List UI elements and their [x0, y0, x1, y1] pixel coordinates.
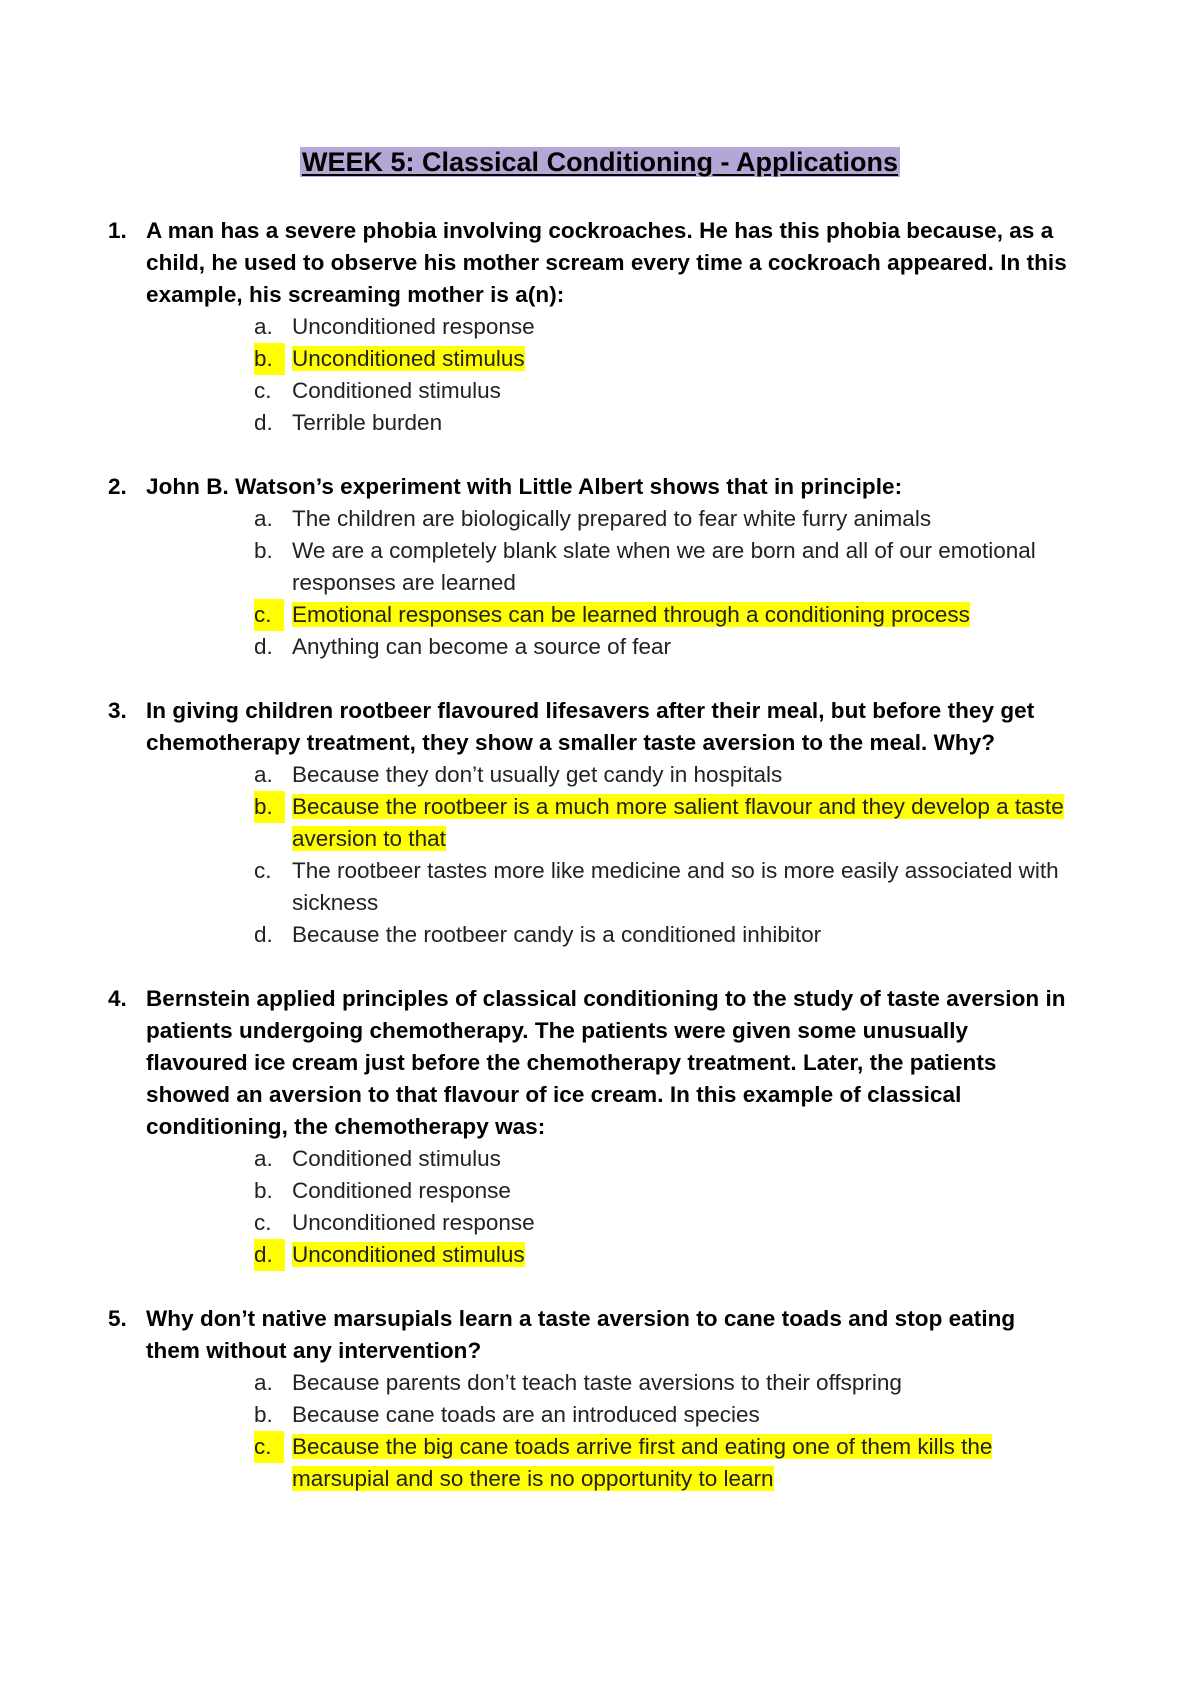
option-text: The children are biologically prepared to fear white furry animals: [292, 506, 932, 531]
option-letter: c.: [254, 378, 272, 403]
question-text: John B. Watson’s experiment with Little Albert shows that in principle:: [146, 474, 903, 499]
option-text: Because cane toads are an introduced species: [292, 1402, 760, 1427]
answer-options: [108, 759, 1068, 951]
answer-option: [108, 311, 1068, 343]
option-letter: d.: [254, 922, 273, 947]
option-text: Unconditioned response: [292, 314, 535, 339]
option-text: Unconditioned stimulus: [292, 1242, 525, 1267]
question-text: In giving children rootbeer flavoured lifesavers after their meal, but before they get chemotherapy treatment, they show a smaller taste aversion to the meal. Why?: [146, 698, 1035, 755]
option-text: Conditioned response: [292, 1178, 511, 1203]
option-text: Because the rootbeer is a much more salient flavour and they develop a taste aversion to that: [292, 794, 1064, 851]
option-letter: d.: [254, 1239, 285, 1271]
page-title-text: WEEK 5: Classical Conditioning - Applications: [301, 147, 899, 177]
option-letter: a.: [254, 762, 273, 787]
option-letter: c.: [254, 1210, 272, 1235]
answer-option: [108, 1367, 1068, 1399]
option-letter: c.: [254, 858, 272, 883]
question-item: [108, 695, 1068, 951]
page-title: [0, 145, 1200, 179]
option-letter: c.: [254, 599, 284, 631]
question-number: 4.: [108, 986, 127, 1011]
option-letter: a.: [254, 314, 273, 339]
answer-options: [108, 1367, 1068, 1495]
answer-option-highlighted: [108, 791, 1068, 855]
answer-option: [108, 759, 1068, 791]
answer-option-highlighted: [108, 1431, 1068, 1495]
question-number: 3.: [108, 698, 127, 723]
option-letter: a.: [254, 1370, 273, 1395]
option-text: Because the rootbeer candy is a conditioned inhibitor: [292, 922, 822, 947]
answer-option: [108, 535, 1068, 599]
question-item: [108, 471, 1068, 663]
answer-options: [108, 503, 1068, 663]
answer-option: [108, 407, 1068, 439]
question-number: 5.: [108, 1306, 127, 1331]
question-list: [108, 215, 1068, 1527]
option-text: Because the big cane toads arrive first and eating one of them kills the marsupial and so there is no opportunity to learn: [292, 1434, 993, 1491]
answer-option: [108, 855, 1068, 919]
option-text: Terrible burden: [292, 410, 443, 435]
option-letter: b.: [254, 343, 285, 375]
answer-option: [108, 1399, 1068, 1431]
option-letter: c.: [254, 1431, 284, 1463]
option-text: Emotional responses can be learned through a conditioning process: [292, 602, 970, 627]
option-text: Anything can become a source of fear: [292, 634, 671, 659]
answer-option: [108, 631, 1068, 663]
option-letter: b.: [254, 791, 285, 823]
option-text: Because parents don’t teach taste aversions to their offspring: [292, 1370, 902, 1395]
option-text: Unconditioned stimulus: [292, 346, 525, 371]
option-letter: b.: [254, 538, 273, 563]
answer-option-highlighted: [108, 1239, 1068, 1271]
option-letter: b.: [254, 1178, 273, 1203]
answer-option-highlighted: [108, 599, 1068, 631]
question-number: 2.: [108, 474, 127, 499]
option-text: The rootbeer tastes more like medicine and so is more easily associated with sickness: [292, 858, 1059, 915]
question-number: 1.: [108, 218, 127, 243]
answer-option: [108, 1175, 1068, 1207]
answer-option: [108, 919, 1068, 951]
option-text: Conditioned stimulus: [292, 1146, 501, 1171]
question-text: Bernstein applied principles of classical conditioning to the study of taste aversion in patients undergoing chemotherapy. The patients were given some unusually flavoured ice cream just before the chemotherapy treatment. Later, the patients showed an aversion to that flavour of ice cream. In this example of classical conditioning, the chemotherapy was:: [146, 986, 1066, 1139]
question-item: [108, 983, 1068, 1271]
answer-option: [108, 503, 1068, 535]
answer-options: [108, 311, 1068, 439]
question-item: [108, 1303, 1068, 1495]
answer-option: [108, 1143, 1068, 1175]
answer-option: [108, 1207, 1068, 1239]
option-letter: d.: [254, 410, 273, 435]
option-text: Because they don’t usually get candy in hospitals: [292, 762, 783, 787]
answer-option-highlighted: [108, 343, 1068, 375]
option-letter: d.: [254, 634, 273, 659]
option-text: We are a completely blank slate when we are born and all of our emotional responses are learned: [292, 538, 1036, 595]
answer-option: [108, 375, 1068, 407]
answer-options: [108, 1143, 1068, 1271]
option-text: Unconditioned response: [292, 1210, 535, 1235]
option-letter: a.: [254, 506, 273, 531]
option-letter: a.: [254, 1146, 273, 1171]
question-text: A man has a severe phobia involving cockroaches. He has this phobia because, as a child, he used to observe his mother scream every time a cockroach appeared. In this example, his screaming mother is a(n):: [146, 218, 1067, 307]
question-text: Why don’t native marsupials learn a taste aversion to cane toads and stop eating them without any intervention?: [146, 1306, 1016, 1363]
question-item: [108, 215, 1068, 439]
option-letter: b.: [254, 1402, 273, 1427]
option-text: Conditioned stimulus: [292, 378, 501, 403]
